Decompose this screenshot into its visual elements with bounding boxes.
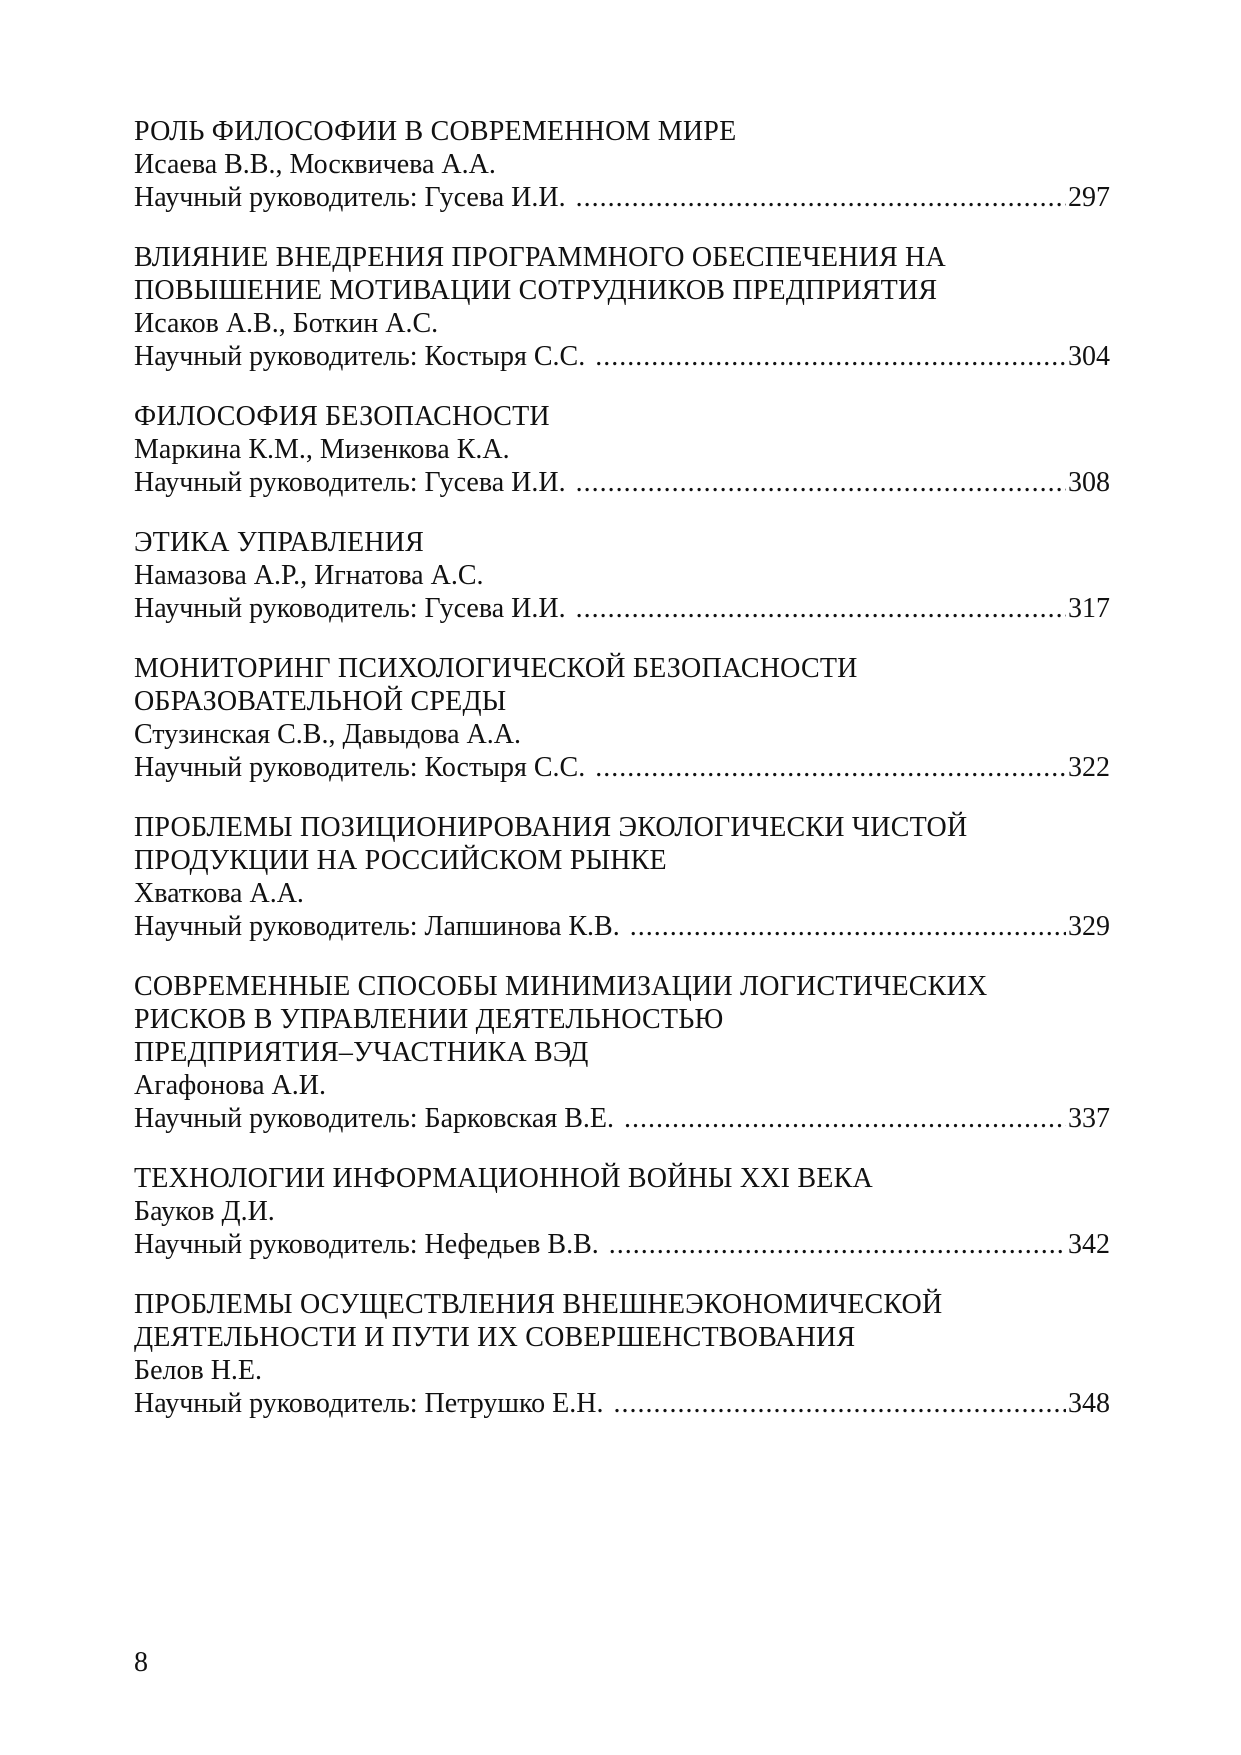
entry-supervisor-line: [134, 340, 1110, 373]
entry-supervisor: Научный руководитель: Гусева И.И.: [134, 467, 566, 498]
entry-supervisor-line: [134, 1102, 1110, 1135]
toc-entry: [134, 1162, 1110, 1261]
entry-authors: Бауков Д.И.: [134, 1196, 275, 1227]
entry-page-number: 329: [1068, 911, 1110, 942]
entry-supervisor: Научный руководитель: Костыря С.С.: [134, 752, 586, 783]
entry-title-line: ДЕЯТЕЛЬНОСТИ И ПУТИ ИХ СОВЕРШЕНСТВОВАНИЯ: [134, 1322, 856, 1353]
entry-page-number: 317: [1068, 593, 1110, 624]
entry-supervisor-line: [134, 1228, 1110, 1261]
entry-supervisor: Научный руководитель: Гусева И.И.: [134, 182, 566, 213]
entry-supervisor: Научный руководитель: Гусева И.И.: [134, 593, 566, 624]
entry-supervisor: Научный руководитель: Костыря С.С.: [134, 341, 586, 372]
entry-title-line: ФИЛОСОФИЯ БЕЗОПАСНОСТИ: [134, 401, 550, 432]
toc-entry: [134, 652, 1110, 784]
entry-supervisor-line: [134, 1387, 1110, 1420]
entry-title-line: ПРОДУКЦИИ НА РОССИЙСКОМ РЫНКЕ: [134, 845, 667, 876]
entry-supervisor-line: [134, 751, 1110, 784]
entry-title-line: ПРОБЛЕМЫ ОСУЩЕСТВЛЕНИЯ ВНЕШНЕЭКОНОМИЧЕСКОЙ: [134, 1289, 943, 1320]
entry-authors: Белов Н.Е.: [134, 1355, 263, 1386]
dot-leader: [595, 751, 1066, 784]
dot-leader: [595, 340, 1066, 373]
entry-title-line: МОНИТОРИНГ ПСИХОЛОГИЧЕСКОЙ БЕЗОПАСНОСТИ: [134, 653, 858, 684]
page-footer-number: 8: [134, 1647, 148, 1678]
entry-title-line: ПРОБЛЕМЫ ПОЗИЦИОНИРОВАНИЯ ЭКОЛОГИЧЕСКИ ЧИСТОЙ: [134, 812, 968, 843]
entry-title-line: РОЛЬ ФИЛОСОФИИ В СОВРЕМЕННОМ МИРЕ: [134, 116, 737, 147]
entry-title-line: ВЛИЯНИЕ ВНЕДРЕНИЯ ПРОГРАММНОГО ОБЕСПЕЧЕНИЯ НА: [134, 242, 946, 273]
entry-title-line: ЭТИКА УПРАВЛЕНИЯ: [134, 527, 424, 558]
entry-page-number: 304: [1068, 341, 1110, 372]
dot-leader: [624, 1102, 1066, 1135]
table-of-contents: [134, 115, 1110, 1447]
toc-entry: [134, 400, 1110, 499]
entry-authors: Исаков А.В., Боткин А.С.: [134, 308, 439, 339]
entry-authors: Хваткова А.А.: [134, 878, 304, 909]
toc-entry: [134, 241, 1110, 373]
entry-title-line: ОБРАЗОВАТЕЛЬНОЙ СРЕДЫ: [134, 686, 507, 717]
entry-supervisor: Научный руководитель: Лапшинова К.В.: [134, 911, 620, 942]
dot-leader: [576, 466, 1066, 499]
entry-authors: Стузинская С.В., Давыдова А.А.: [134, 719, 521, 750]
entry-supervisor: Научный руководитель: Нефедьев В.В.: [134, 1229, 599, 1260]
entry-page-number: 337: [1068, 1103, 1110, 1134]
toc-entry: [134, 970, 1110, 1135]
dot-leader: [576, 592, 1066, 625]
dot-leader: [630, 910, 1066, 943]
entry-authors: Агафонова А.И.: [134, 1070, 326, 1101]
entry-supervisor-line: [134, 910, 1110, 943]
entry-title-line: ПРЕДПРИЯТИЯ–УЧАСТНИКА ВЭД: [134, 1037, 589, 1068]
entry-supervisor-line: [134, 466, 1110, 499]
entry-title-line: ПОВЫШЕНИЕ МОТИВАЦИИ СОТРУДНИКОВ ПРЕДПРИЯТИЯ: [134, 275, 938, 306]
entry-authors: Исаева В.В., Москвичева А.А.: [134, 149, 496, 180]
dot-leader: [613, 1387, 1066, 1420]
entry-supervisor: Научный руководитель: Петрушко Е.Н.: [134, 1388, 604, 1419]
dot-leader: [576, 181, 1066, 214]
entry-title-line: СОВРЕМЕННЫЕ СПОСОБЫ МИНИМИЗАЦИИ ЛОГИСТИЧЕСКИХ: [134, 971, 988, 1002]
entry-page-number: 297: [1068, 182, 1110, 213]
toc-entry: [134, 811, 1110, 943]
entry-authors: Маркина К.М., Мизенкова К.А.: [134, 434, 510, 465]
entry-page-number: 308: [1068, 467, 1110, 498]
entry-supervisor: Научный руководитель: Барковская В.Е.: [134, 1103, 614, 1134]
entry-title-line: РИСКОВ В УПРАВЛЕНИИ ДЕЯТЕЛЬНОСТЬЮ: [134, 1004, 724, 1035]
entry-supervisor-line: [134, 592, 1110, 625]
toc-entry: [134, 115, 1110, 214]
entry-supervisor-line: [134, 181, 1110, 214]
entry-page-number: 322: [1068, 752, 1110, 783]
toc-entry: [134, 1288, 1110, 1420]
entry-page-number: 342: [1068, 1229, 1110, 1260]
entry-title-line: ТЕХНОЛОГИИ ИНФОРМАЦИОННОЙ ВОЙНЫ XXI ВЕКА: [134, 1163, 873, 1194]
entry-authors: Намазова А.Р., Игнатова А.С.: [134, 560, 484, 591]
entry-page-number: 348: [1068, 1388, 1110, 1419]
toc-entry: [134, 526, 1110, 625]
dot-leader: [609, 1228, 1066, 1261]
